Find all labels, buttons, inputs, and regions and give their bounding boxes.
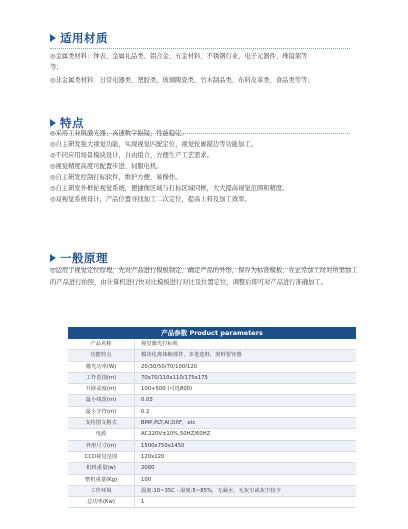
param-key: 支持图文格式	[68, 418, 135, 428]
param-key: 整机重量(Kg)	[68, 475, 135, 485]
table-row	[68, 463, 356, 474]
param-key: CCD视觉范围	[68, 452, 135, 462]
feature-item: ◎不同应用场景模块设计，自由组合，方便生产工艺需求。	[50, 152, 213, 159]
feature-item: ◎采用工业级激光器、高速数字振镜，性能稳定。	[50, 130, 188, 137]
table-row	[68, 373, 356, 384]
params-table-header: 产品参数 Product parameters	[68, 327, 356, 339]
param-value: BMP,PLT,AI,DXF，etc	[141, 420, 196, 427]
triangle-bullet-icon	[50, 119, 56, 127]
materials-section	[50, 30, 390, 84]
features-title: 特点	[60, 116, 84, 130]
divider	[50, 48, 350, 50]
materials-heading	[50, 30, 390, 46]
general-section	[50, 250, 390, 286]
triangle-bullet-icon	[50, 34, 56, 42]
param-key: 最小字符(m)	[68, 407, 135, 417]
param-key: 机机重量(w)	[68, 463, 135, 473]
param-value: 100+500 (可选800)	[141, 386, 193, 393]
table-row	[68, 497, 356, 508]
param-value: 0.2	[141, 408, 150, 415]
table-row	[68, 362, 356, 373]
feature-item: ◎自主研发外框轮视觉系统，便捷像区域与打标区域同框，大大提高视觉范围和精度。	[50, 185, 289, 192]
param-key: 工作范围(m)	[68, 373, 135, 383]
param-key: 产品名称	[68, 339, 135, 349]
param-value: 70x70/110x110/175x175	[141, 374, 208, 381]
param-key: 工作环境	[68, 486, 135, 496]
table-row	[68, 429, 356, 440]
param-key: 激光功率(W)	[68, 362, 135, 372]
table-row	[68, 418, 356, 429]
param-key: 功能特点	[68, 350, 135, 360]
params-table	[68, 327, 356, 508]
param-key: 总功率(Kw)	[68, 497, 135, 507]
table-row	[68, 486, 356, 497]
feature-item: ◎视觉精度高度可配置步进、伺服电机。	[50, 163, 163, 170]
triangle-bullet-icon	[50, 254, 56, 262]
param-value: 1500x750x1450	[141, 442, 185, 449]
materials-line: ◎金属类材料：钟表、金属礼品类、铝合金、五金材料、不锈钢行业、电子元器件、珠镜架等	[50, 53, 308, 60]
params-table-body	[68, 339, 356, 508]
table-row	[68, 475, 356, 486]
param-value: 1	[141, 499, 145, 506]
param-value: 视觉激光打标机	[141, 341, 179, 347]
param-key: 外形尺寸(m)	[68, 441, 135, 451]
param-value: 120x120	[141, 453, 165, 460]
param-value: 温度:10~35C · 湿度:5~85%，无凝水，无灰尘或灰尘较少	[141, 487, 281, 494]
param-value: 2000	[141, 465, 155, 472]
feature-item: ◎双视觉系统设计，产品位置寻找加工二次定位，提高上料及加工效率。	[50, 196, 251, 203]
table-row	[68, 350, 356, 361]
general-title: 一般原理	[60, 251, 108, 265]
table-row	[68, 452, 356, 463]
materials-line: ◎非金属类材料：日常电器类、塑胶类、玻璃陶瓷类、竹木制品类、布料皮革类、食品类等等；	[50, 77, 314, 84]
param-key: 电源	[68, 429, 135, 439]
param-value: 模块化离体缩部件，步进选料，放料要容器	[141, 352, 242, 359]
param-key: 升降高度(m)	[68, 384, 135, 394]
general-text: ◎运用了视觉定位原理，先对产品进行模板制定，确定产品的外形，保存为标准模板，在正常加工时对所需加工的产品进行拍照，由计算机进行快对比模板进行对比及位置定位，调整后即可对产品进行准确加工。	[50, 267, 358, 286]
feature-item: ◎自主研发强大视觉功能，实现视觉匹配定位，视觉轮廓描边等功能加工。	[50, 141, 257, 148]
param-value: 100	[141, 476, 152, 483]
materials-line: 等；	[50, 64, 63, 71]
table-row	[68, 384, 356, 395]
param-value: 20/30/50/70/100/120	[141, 363, 198, 370]
general-heading	[50, 250, 390, 266]
table-row	[68, 441, 356, 452]
param-value: AC220V±10%,50HZ/60HZ	[141, 431, 211, 438]
param-key: 最小线宽(m)	[68, 395, 135, 405]
feature-item: ◎自主研发控制打标软件，维护方便，易操作。	[50, 174, 182, 181]
materials-title: 适用材质	[60, 31, 108, 45]
table-row	[68, 407, 356, 418]
param-value: 0.03	[141, 397, 153, 404]
table-row	[68, 395, 356, 406]
table-row	[68, 339, 356, 350]
features-section	[50, 115, 390, 203]
